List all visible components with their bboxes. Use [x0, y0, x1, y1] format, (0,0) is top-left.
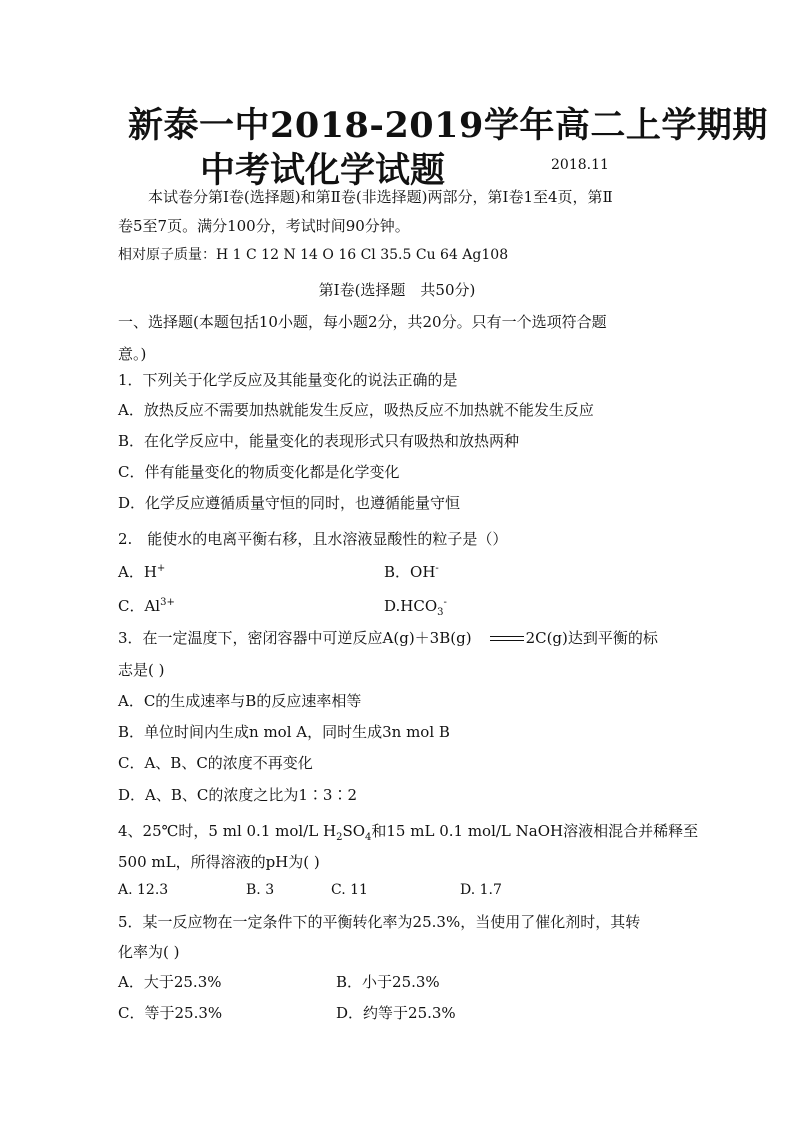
q5-stem-line1: 5．某一反应物在一定条件下的平衡转化率为25.3%，当使用了催化剂时，其转 [118, 913, 641, 931]
q2-option-c-label: C．Al [118, 597, 161, 615]
q2-option-d [384, 597, 447, 618]
q2-option-a-label: A．H [118, 563, 157, 581]
q1-option-b: B．在化学反应中，能量变化的表现形式只有吸热和放热两种 [118, 432, 520, 450]
atomic-mass-list: 相对原子质量：H 1 C 12 N 14 O 16 Cl 35.5 Cu 64 Ag108 [118, 247, 509, 263]
q4-stem-line2: 500 mL，所得溶液的pH为( ) [118, 853, 320, 871]
q3-option-d: D．A、B、C的浓度之比为1∶3∶2 [118, 786, 357, 804]
q3-stem-line1 [118, 627, 658, 648]
section1-instruction-line1: 一、选择题(本题包括10小题，每小题2分，共20分。只有一个选项符合题 [118, 313, 607, 331]
q4-part2: SO [342, 822, 366, 840]
exam-title-line1: 新泰一中2018-2019学年高二上学期期 [128, 105, 768, 146]
q3-stem-part2: 2C(g)达到平衡的标 [525, 629, 658, 647]
q4-option-a: A. 12.3 [118, 882, 169, 898]
q2-option-c-charge: 3+ [160, 597, 175, 608]
q4-option-d: D. 1.7 [460, 882, 502, 898]
q1-option-d: D．化学反应遵循质量守恒的同时，也遵循能量守恒 [118, 494, 461, 512]
q1-option-a: A．放热反应不需要加热就能发生反应，吸热反应不加热就不能发生反应 [118, 401, 594, 419]
equilibrium-arrow-icon [490, 634, 524, 644]
q1-stem: 1．下列关于化学反应及其能量变化的说法正确的是 [118, 371, 458, 389]
q2-option-d-label: D.HCO [384, 597, 438, 615]
intro-line1: 本试卷分第Ⅰ卷(选择题)和第Ⅱ卷(非选择题)两部分，第Ⅰ卷1至4页，第Ⅱ [148, 188, 613, 206]
q2-option-d-subscript: 3 [437, 607, 444, 618]
q4-option-b: B. 3 [246, 882, 275, 898]
q5-stem-line2: 化率为( ) [118, 943, 180, 961]
q4-part3: 和15 mL 0.1 mol/L NaOH溶液相混合并稀释至 [371, 822, 699, 840]
q2-stem: 2. 能使水的电离平衡右移，且水溶液显酸性的粒子是（） [118, 530, 508, 548]
q4-h2so4-sub2: 2 [336, 832, 343, 843]
intro-line2: 卷5至7页。满分100分，考试时间90分钟。 [118, 217, 410, 235]
q3-option-a: A．C的生成速率与B的反应速率相等 [118, 692, 362, 710]
q3-stem-part1: 3．在一定温度下，密闭容器中可逆反应A(g)＋3B(g) [118, 629, 472, 647]
q2-option-b-label: B．OH [384, 563, 436, 581]
q2-option-d-charge: - [443, 597, 447, 608]
q2-option-c [118, 595, 175, 616]
q3-option-b: B．单位时间内生成n mol A，同时生成3n mol B [118, 723, 450, 741]
q1-option-c: C．伴有能量变化的物质变化都是化学变化 [118, 463, 400, 481]
exam-date: 2018.11 [551, 157, 609, 173]
section1-instruction-line2: 意。) [118, 345, 147, 363]
q4-option-c: C. 11 [331, 882, 368, 898]
q4-h2so4-sub4: 4 [365, 832, 372, 843]
q5-option-c: C．等于25.3% [118, 1004, 223, 1022]
q2-option-a-charge: + [156, 563, 166, 574]
exam-title-line2: 中考试化学试题 [200, 150, 446, 191]
q2-option-b-charge: - [435, 563, 439, 574]
q3-option-c: C．A、B、C的浓度不再变化 [118, 754, 313, 772]
q3-stem-line2: 志是( ) [118, 661, 165, 679]
q5-option-b: B．小于25.3% [336, 973, 440, 991]
q4-part1: 4、25℃时，5 ml 0.1 mol/L H [118, 822, 337, 840]
q2-option-b [384, 561, 439, 582]
section1-heading: 第Ⅰ卷(选择题 共50分) [318, 281, 476, 299]
q4-stem-line1 [118, 820, 698, 843]
q5-option-a: A．大于25.3% [118, 973, 222, 991]
q2-option-a [118, 561, 165, 582]
q5-option-d: D．约等于25.3% [336, 1004, 456, 1022]
